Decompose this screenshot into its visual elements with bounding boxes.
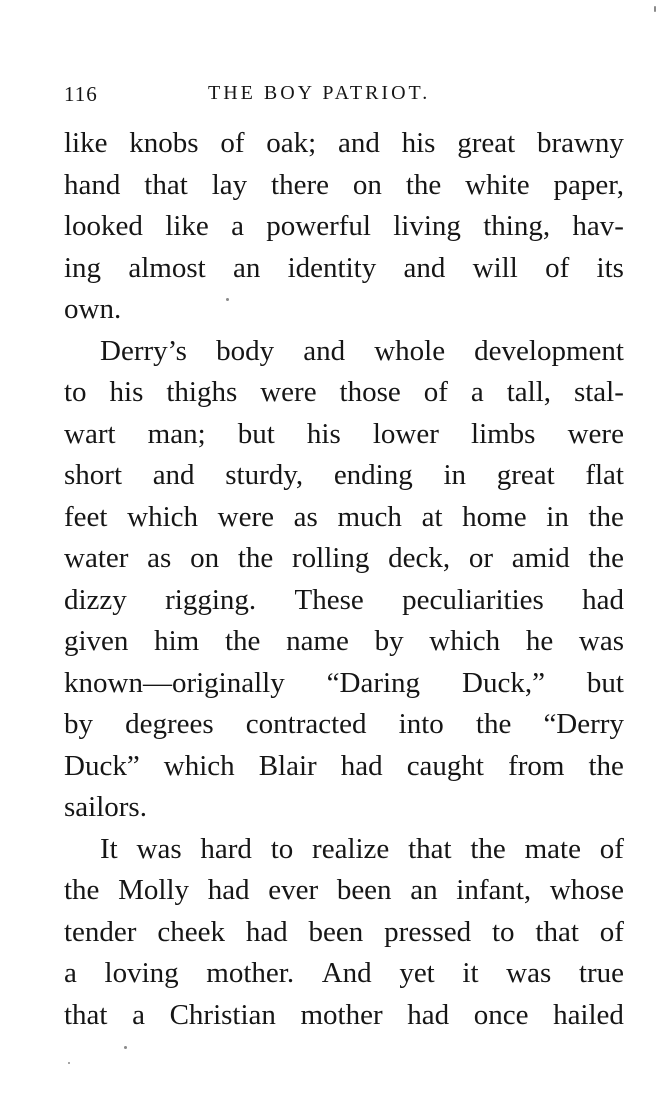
word: an: [410, 874, 438, 906]
word: on: [352, 168, 382, 201]
word: a: [64, 957, 77, 989]
word: was: [578, 625, 624, 657]
text-line: [64, 912, 624, 954]
word: once: [473, 998, 529, 1031]
word: and: [303, 334, 346, 367]
word: that: [535, 915, 579, 948]
word: tender: [64, 915, 137, 948]
text-line: [64, 497, 624, 539]
word: were: [217, 500, 274, 533]
word: knobs: [129, 127, 199, 159]
word: was: [506, 957, 552, 989]
word: These: [294, 583, 364, 616]
text-line: [64, 870, 624, 912]
word: mother.: [206, 957, 295, 989]
word: but: [237, 417, 275, 450]
word: pressed: [384, 915, 472, 948]
word: brawny: [536, 127, 624, 159]
word: and: [152, 459, 195, 491]
word: It: [100, 832, 118, 865]
word: in: [443, 459, 466, 491]
word: short: [64, 459, 122, 491]
text-line: [64, 995, 624, 1037]
word: tall,: [506, 376, 551, 408]
word: whose: [549, 874, 624, 906]
word: lower: [372, 417, 439, 450]
word: sailors.: [64, 791, 147, 823]
word: the: [405, 168, 442, 201]
word: “Derry: [543, 708, 624, 740]
text-line: [64, 414, 624, 456]
word: wart: [64, 417, 116, 450]
word: white: [465, 168, 530, 201]
word: from: [508, 749, 565, 782]
word: deck,: [388, 542, 451, 574]
text-line: [64, 787, 624, 829]
word: paper,: [553, 168, 624, 201]
word: an: [232, 251, 261, 284]
word: the: [475, 708, 512, 740]
text-line: [64, 123, 624, 165]
word: given: [64, 625, 129, 657]
word: as: [147, 542, 172, 574]
word: on: [190, 542, 220, 574]
word: him: [154, 625, 200, 657]
word: of: [220, 127, 245, 159]
word: which: [127, 500, 198, 533]
word: great: [496, 459, 555, 491]
print-speck: [226, 298, 229, 301]
word: whole: [374, 334, 446, 367]
word: true: [578, 957, 624, 989]
word: hailed: [553, 998, 624, 1031]
word: as: [293, 500, 318, 533]
word: stal-: [573, 376, 624, 408]
word: had: [207, 874, 250, 906]
word: like: [64, 127, 108, 159]
word: hav-: [572, 210, 624, 242]
word: lay: [211, 168, 248, 201]
word: that: [144, 168, 188, 201]
word: the: [224, 625, 261, 657]
word: man;: [147, 417, 206, 450]
word: water: [64, 542, 129, 574]
word: realize: [312, 832, 390, 865]
page-header: [64, 82, 624, 112]
text-line: [64, 580, 624, 622]
word: the: [588, 500, 624, 533]
word: mother: [300, 998, 383, 1031]
word: which: [163, 749, 235, 782]
word: almost: [128, 251, 206, 284]
word: flat: [585, 459, 624, 491]
word: name: [286, 625, 349, 657]
word: cheek: [157, 915, 225, 948]
word: been: [336, 874, 392, 906]
word: ever: [268, 874, 319, 906]
word: “Daring: [326, 666, 421, 699]
print-speck: [68, 1062, 70, 1064]
text-line: [64, 704, 624, 746]
word: ing: [64, 251, 102, 284]
word: mate: [524, 832, 581, 865]
word: been: [308, 915, 364, 948]
word: like: [165, 210, 209, 242]
word: a: [132, 998, 145, 1031]
word: the: [588, 749, 624, 782]
word: dizzy: [64, 583, 127, 616]
word: much: [337, 500, 402, 533]
word: to: [492, 915, 515, 948]
word: his: [401, 127, 436, 159]
word: sturdy,: [225, 459, 304, 491]
word: feet: [64, 500, 108, 533]
text-line: [64, 621, 624, 663]
print-speck: [124, 1046, 127, 1049]
word: ending: [333, 459, 413, 491]
word: infant,: [456, 874, 532, 906]
text-line: [64, 746, 624, 788]
text-line: [64, 953, 624, 995]
word: thighs: [166, 376, 238, 408]
word: of: [599, 832, 624, 865]
word: of: [545, 251, 570, 284]
word: that: [408, 832, 452, 865]
word: looked: [64, 210, 143, 242]
word: hard: [200, 832, 252, 865]
word: powerful: [266, 210, 371, 242]
word: which: [429, 625, 501, 657]
word: great: [457, 127, 516, 159]
word: that: [64, 998, 108, 1031]
word: at: [421, 500, 443, 533]
word: his: [109, 376, 144, 408]
word: oak;: [266, 127, 317, 159]
word: or: [468, 542, 494, 574]
word: development: [474, 334, 624, 367]
word: living: [393, 210, 461, 242]
text-line: [64, 829, 624, 871]
word: by: [64, 708, 93, 740]
word: yet: [399, 957, 435, 989]
word: will: [472, 251, 518, 284]
word: in: [546, 500, 569, 533]
word: caught: [406, 749, 484, 782]
word: those: [339, 376, 401, 408]
word: and: [337, 127, 380, 159]
body-text: [64, 123, 624, 1036]
word: rolling: [292, 542, 370, 574]
word: to: [64, 376, 87, 408]
word: its: [596, 251, 624, 284]
word: and: [403, 251, 446, 284]
word: were: [567, 417, 624, 450]
text-line: [64, 206, 624, 248]
word: had: [407, 998, 450, 1031]
text-line: [64, 331, 624, 373]
word: loving: [104, 957, 179, 989]
word: body: [216, 334, 275, 367]
word: Derry’s: [100, 334, 187, 367]
word: Duck”: [64, 749, 140, 782]
text-line: [64, 289, 624, 331]
word: contracted: [245, 708, 367, 740]
word: amid: [511, 542, 570, 574]
text-line: [64, 538, 624, 580]
word: Duck,”: [462, 666, 545, 699]
word: rigging.: [165, 583, 257, 616]
word: of: [599, 915, 624, 948]
text-line: [64, 455, 624, 497]
word: by: [374, 625, 404, 657]
word: peculiarities: [402, 583, 544, 616]
word: into: [398, 708, 444, 740]
word: known—originally: [64, 666, 285, 699]
print-speck: [654, 6, 656, 12]
word: to: [270, 832, 294, 865]
word: Blair: [258, 749, 317, 782]
word: were: [260, 376, 317, 408]
word: there: [271, 168, 329, 201]
word: degrees: [125, 708, 214, 740]
running-title: THE BOY PATRIOT.: [208, 82, 431, 104]
word: a: [470, 376, 484, 408]
word: hand: [64, 168, 121, 201]
word: but: [586, 666, 624, 699]
word: Christian: [169, 998, 276, 1031]
word: the: [237, 542, 274, 574]
word: own.: [64, 293, 122, 325]
word: of: [423, 376, 448, 408]
word: he: [525, 625, 554, 657]
word: identity: [287, 251, 377, 284]
word: Molly: [118, 874, 190, 906]
word: the: [588, 542, 624, 574]
text-line: [64, 372, 624, 414]
word: thing,: [483, 210, 551, 242]
word: had: [245, 915, 288, 948]
word: the: [470, 832, 506, 865]
word: the: [64, 874, 100, 906]
word: home: [462, 500, 527, 533]
word: a: [231, 210, 244, 242]
word: And: [321, 957, 372, 989]
word: was: [136, 832, 182, 865]
page-number: 116: [64, 82, 98, 106]
text-line: [64, 663, 624, 705]
word: it: [462, 957, 479, 989]
word: his: [306, 417, 341, 450]
word: limbs: [471, 417, 536, 450]
word: had: [340, 749, 383, 782]
text-line: [64, 165, 624, 207]
text-line: [64, 248, 624, 290]
word: had: [582, 583, 624, 616]
